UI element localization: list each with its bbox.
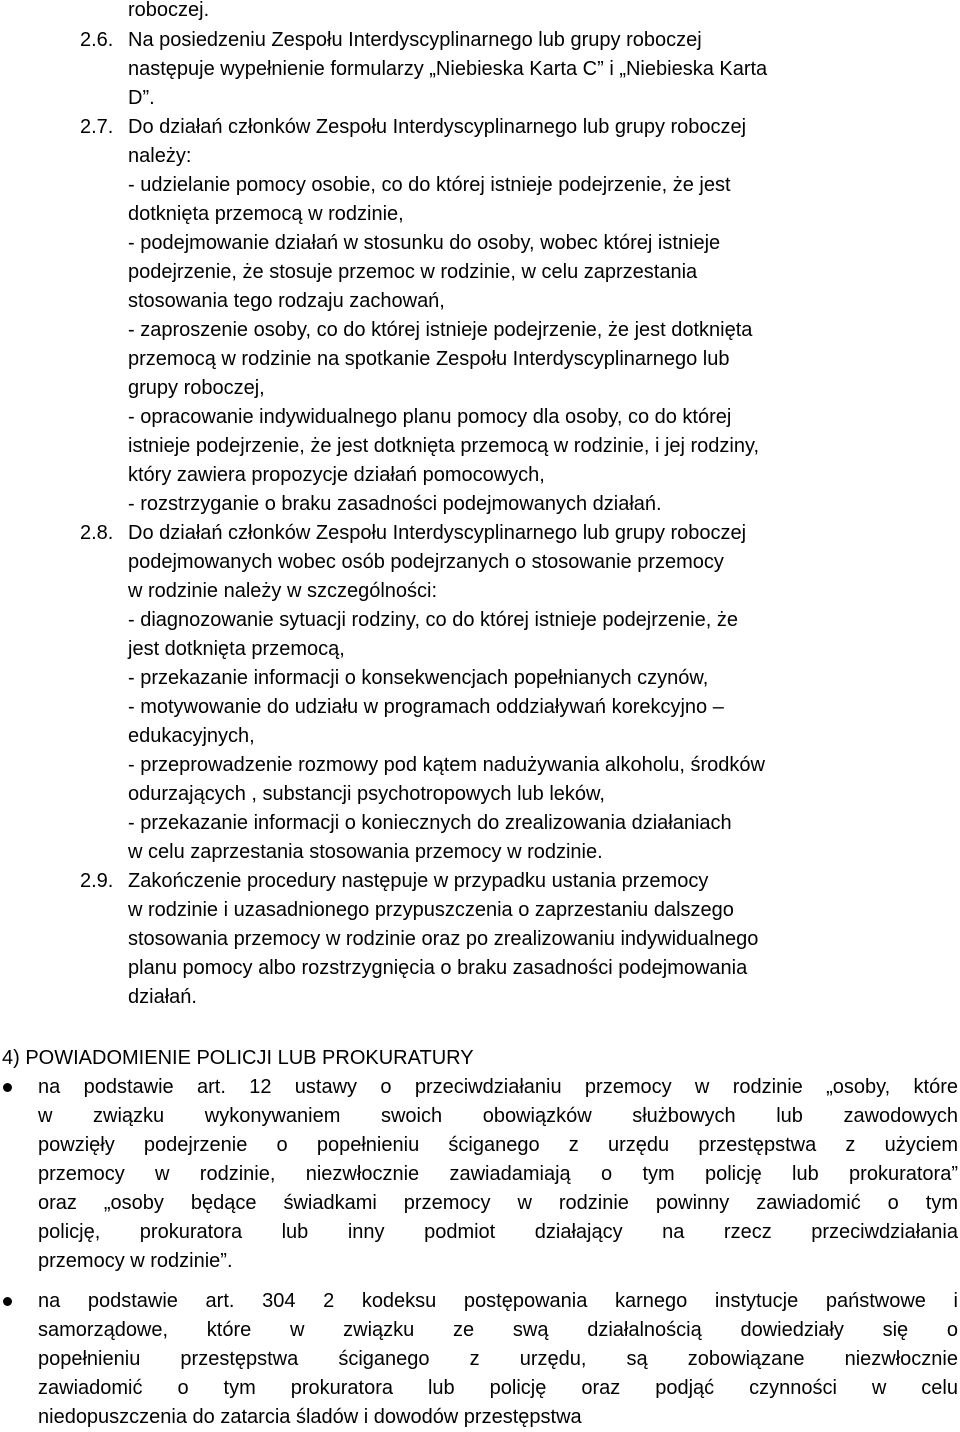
paragraph-line: w rodzinie należy w szczególności:: [128, 580, 438, 602]
paragraph-line: samorządowe, które w związku ze swą działalnością dowiedziały się o: [38, 1319, 958, 1341]
paragraph-line: przemocy w rodzinie”.: [38, 1250, 233, 1272]
item-number: 2.9.: [80, 870, 114, 892]
paragraph-line: przemocą w rodzinie na spotkanie Zespołu Interdyscyplinarnego lub: [128, 348, 730, 370]
bullet-icon: [3, 1083, 12, 1092]
paragraph-line: policję, prokuratora lub inny podmiot działający na rzecz przeciwdziałania: [38, 1221, 958, 1243]
paragraph-line: popełnieniu przestępstwa ściganego z urzędu, są zobowiązane niezwłocznie: [38, 1348, 958, 1370]
paragraph-line: niedopuszczenia do zatarcia śladów i dowodów przestępstwa: [38, 1406, 582, 1428]
item-number: 2.6.: [80, 29, 114, 51]
paragraph-line: - motywowanie do udziału w programach oddziaływań korekcyjno –: [128, 696, 724, 718]
paragraph-line: - diagnozowanie sytuacji rodziny, co do której istnieje podejrzenie, że: [128, 609, 738, 631]
paragraph-line: na podstawie art. 12 ustawy o przeciwdziałaniu przemocy w rodzinie „osoby, które: [38, 1076, 958, 1098]
paragraph-line: grupy roboczej,: [128, 377, 265, 399]
paragraph-line: zawiadomić o tym prokuratora lub policję oraz podjąć czynności w celu: [38, 1377, 958, 1399]
section-heading: 4) POWIADOMIENIE POLICJI LUB PROKURATURY: [2, 1047, 474, 1069]
paragraph-line: podejmowanych wobec osób podejrzanych o stosowanie przemocy: [128, 551, 724, 573]
paragraph-line: w związku wykonywaniem swoich obowiązków służbowych lub zawodowych: [38, 1105, 958, 1127]
paragraph-line: działań.: [128, 986, 197, 1008]
paragraph-line: jest dotknięta przemocą,: [128, 638, 345, 660]
paragraph-line: - zaproszenie osoby, co do której istnieje podejrzenie, że jest dotknięta: [128, 319, 753, 341]
continuation-line: roboczej.: [128, 0, 210, 21]
paragraph-line: - rozstrzyganie o braku zasadności podejmowanych działań.: [128, 493, 662, 515]
paragraph-line: przemocy w rodzinie, niezwłocznie zawiadamiają o tym policję lub prokuratora”: [38, 1163, 958, 1185]
paragraph-line: oraz „osoby będące świadkami przemocy w rodzinie powinny zawiadomić o tym: [38, 1192, 958, 1214]
paragraph-line: edukacyjnych,: [128, 725, 255, 747]
paragraph-line: należy:: [128, 145, 192, 167]
paragraph-line: powzięły podejrzenie o popełnieniu ściganego z urzędu przestępstwa z użyciem: [38, 1134, 958, 1156]
paragraph-line: Zakończenie procedury następuje w przypadku ustania przemocy: [128, 870, 709, 892]
paragraph-line: na podstawie art. 304 2 kodeksu postępowania karnego instytucje państwowe i: [38, 1290, 958, 1312]
paragraph-line: odurzających , substancji psychotropowych lub leków,: [128, 783, 605, 805]
paragraph-line: D”.: [128, 87, 155, 109]
paragraph-line: stosowania przemocy w rodzinie oraz po zrealizowaniu indywidualnego: [128, 928, 759, 950]
bullet-icon: [3, 1297, 12, 1306]
paragraph-line: następuje wypełnienie formularzy „Niebieska Karta C” i „Niebieska Karta: [128, 58, 768, 80]
paragraph-line: w rodzinie i uzasadnionego przypuszczenia o zaprzestaniu dalszego: [128, 899, 734, 921]
paragraph-line: Na posiedzeniu Zespołu Interdyscyplinarnego lub grupy roboczej: [128, 29, 702, 51]
item-number: 2.7.: [80, 116, 114, 138]
paragraph-line: - podejmowanie działań w stosunku do osoby, wobec której istnieje: [128, 232, 721, 254]
paragraph-line: planu pomocy albo rozstrzygnięcia o braku zasadności podejmowania: [128, 957, 748, 979]
paragraph-line: - przeprowadzenie rozmowy pod kątem nadużywania alkoholu, środków: [128, 754, 765, 776]
paragraph-line: dotknięta przemocą w rodzinie,: [128, 203, 404, 225]
item-number: 2.8.: [80, 522, 114, 544]
paragraph-line: istnieje podejrzenie, że jest dotknięta przemocą w rodzinie, i jej rodziny,: [128, 435, 760, 457]
paragraph-line: który zawiera propozycje działań pomocowych,: [128, 464, 545, 486]
paragraph-line: w celu zaprzestania stosowania przemocy w rodzinie.: [128, 841, 603, 863]
paragraph-line: podejrzenie, że stosuje przemoc w rodzinie, w celu zaprzestania: [128, 261, 698, 283]
paragraph-line: stosowania tego rodzaju zachowań,: [128, 290, 445, 312]
paragraph-line: - opracowanie indywidualnego planu pomocy dla osoby, co do której: [128, 406, 732, 428]
paragraph-line: - udzielanie pomocy osobie, co do której istnieje podejrzenie, że jest: [128, 174, 731, 196]
paragraph-line: Do działań członków Zespołu Interdyscyplinarnego lub grupy roboczej: [128, 522, 747, 544]
paragraph-line: Do działań członków Zespołu Interdyscyplinarnego lub grupy roboczej: [128, 116, 747, 138]
paragraph-line: - przekazanie informacji o konsekwencjach popełnianych czynów,: [128, 667, 709, 689]
paragraph-line: - przekazanie informacji o koniecznych do zrealizowania działaniach: [128, 812, 732, 834]
